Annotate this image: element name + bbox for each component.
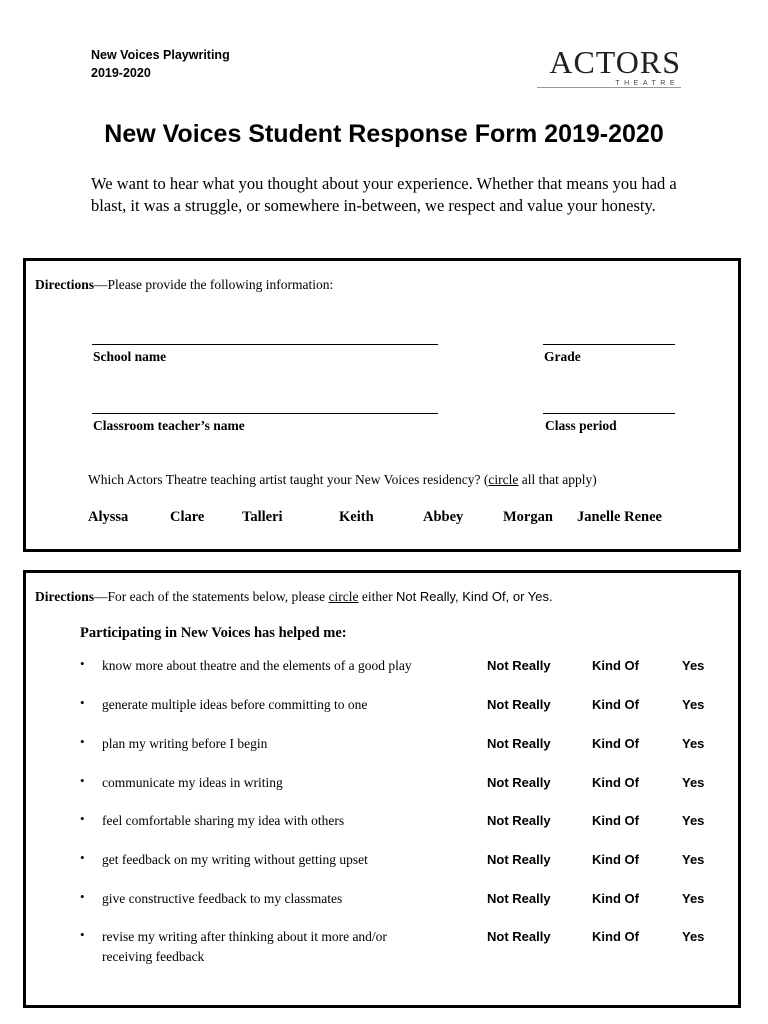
option-yes[interactable]: Yes <box>682 929 705 944</box>
teacher-option-abbey[interactable]: Abbey <box>423 509 464 525</box>
option-kind-of[interactable]: Kind Of <box>592 891 639 906</box>
class-period-label: Class period <box>545 418 617 433</box>
rating-directions: Directions—For each of the statements below, please circle either Not Really, Kind Of, or Yes. <box>35 589 553 604</box>
statement-row <box>26 656 738 676</box>
class-period-line[interactable] <box>543 413 675 414</box>
teacher-name-line[interactable] <box>92 413 438 414</box>
option-kind-of[interactable]: Kind Of <box>592 852 639 867</box>
info-directions: Directions—Please provide the following information: <box>35 277 334 292</box>
bullet-icon: • <box>80 850 85 865</box>
statement-row <box>26 773 738 793</box>
option-yes[interactable]: Yes <box>682 658 705 673</box>
program-name: New Voices Playwriting <box>91 48 230 62</box>
logo-rule <box>537 87 681 88</box>
bullet-icon: • <box>80 927 85 942</box>
bullet-icon: • <box>80 695 85 710</box>
bullet-icon: • <box>80 811 85 826</box>
option-kind-of[interactable]: Kind Of <box>592 775 639 790</box>
option-kind-of[interactable]: Kind Of <box>592 658 639 673</box>
actors-theatre-logo <box>537 44 681 90</box>
teacher-option-alyssa[interactable]: Alyssa <box>88 509 129 525</box>
statement-text: know more about theatre and the elements of a good play <box>102 658 412 673</box>
option-not-really[interactable]: Not Really <box>487 658 551 673</box>
teacher-option-clare[interactable]: Clare <box>170 509 205 525</box>
option-not-really[interactable]: Not Really <box>487 775 551 790</box>
bullet-icon: • <box>80 889 85 904</box>
option-not-really[interactable]: Not Really <box>487 891 551 906</box>
page-title: New Voices Student Response Form 2019-2020 <box>104 120 664 148</box>
option-not-really[interactable]: Not Really <box>487 852 551 867</box>
statement-row <box>26 695 738 715</box>
option-yes[interactable]: Yes <box>682 775 705 790</box>
option-yes[interactable]: Yes <box>682 813 705 828</box>
grade-line[interactable] <box>543 344 675 345</box>
program-year: 2019-2020 <box>91 66 151 80</box>
teacher-option-talleri[interactable]: Talleri <box>242 509 283 525</box>
option-yes[interactable]: Yes <box>682 852 705 867</box>
rating-section <box>23 570 741 1008</box>
statement-row <box>26 850 738 870</box>
document-header <box>91 46 230 82</box>
statement-row <box>26 927 738 964</box>
option-not-really[interactable]: Not Really <box>487 736 551 751</box>
statement-text: generate multiple ideas before committing to one <box>102 697 368 712</box>
statement-text: revise my writing after thinking about it more and/or receiving feedback <box>102 929 387 964</box>
statement-text: give constructive feedback to my classmates <box>102 891 343 906</box>
teaching-artist-question: Which Actors Theatre teaching artist taught your New Voices residency? (circle all that apply) <box>88 472 597 487</box>
statement-text: plan my writing before I begin <box>102 736 268 751</box>
statement-row <box>26 734 738 754</box>
option-kind-of[interactable]: Kind Of <box>592 697 639 712</box>
option-yes[interactable]: Yes <box>682 697 705 712</box>
teacher-name-label: Classroom teacher’s name <box>93 418 245 433</box>
option-kind-of[interactable]: Kind Of <box>592 736 639 751</box>
info-section <box>23 258 741 552</box>
statement-row <box>26 889 738 909</box>
statements-heading: Participating in New Voices has helped me: <box>80 625 347 641</box>
teacher-option-janelle-renee[interactable]: Janelle Renee <box>577 509 662 525</box>
logo-subtext: THEATRE <box>615 80 679 87</box>
teacher-option-keith[interactable]: Keith <box>339 509 374 525</box>
bullet-icon: • <box>80 773 85 788</box>
bullet-icon: • <box>80 656 85 671</box>
option-not-really[interactable]: Not Really <box>487 929 551 944</box>
bullet-icon: • <box>80 734 85 749</box>
grade-label: Grade <box>544 349 581 364</box>
option-not-really[interactable]: Not Really <box>487 697 551 712</box>
statement-text: communicate my ideas in writing <box>102 775 283 790</box>
option-kind-of[interactable]: Kind Of <box>592 929 639 944</box>
option-not-really[interactable]: Not Really <box>487 813 551 828</box>
option-yes[interactable]: Yes <box>682 736 705 751</box>
statement-text: get feedback on my writing without getting upset <box>102 852 368 867</box>
school-name-label: School name <box>93 349 167 364</box>
statement-row <box>26 811 738 831</box>
logo-text: ACTORS <box>549 44 681 80</box>
statement-text: feel comfortable sharing my idea with others <box>102 813 345 828</box>
school-name-line[interactable] <box>92 344 438 345</box>
teacher-option-morgan[interactable]: Morgan <box>503 509 553 525</box>
option-kind-of[interactable]: Kind Of <box>592 813 639 828</box>
intro-paragraph: We want to hear what you thought about your experience. Whether that means you had a blast, it was a struggle, or somewhere in-between, we respect and value your honesty. <box>91 174 677 215</box>
option-yes[interactable]: Yes <box>682 891 705 906</box>
